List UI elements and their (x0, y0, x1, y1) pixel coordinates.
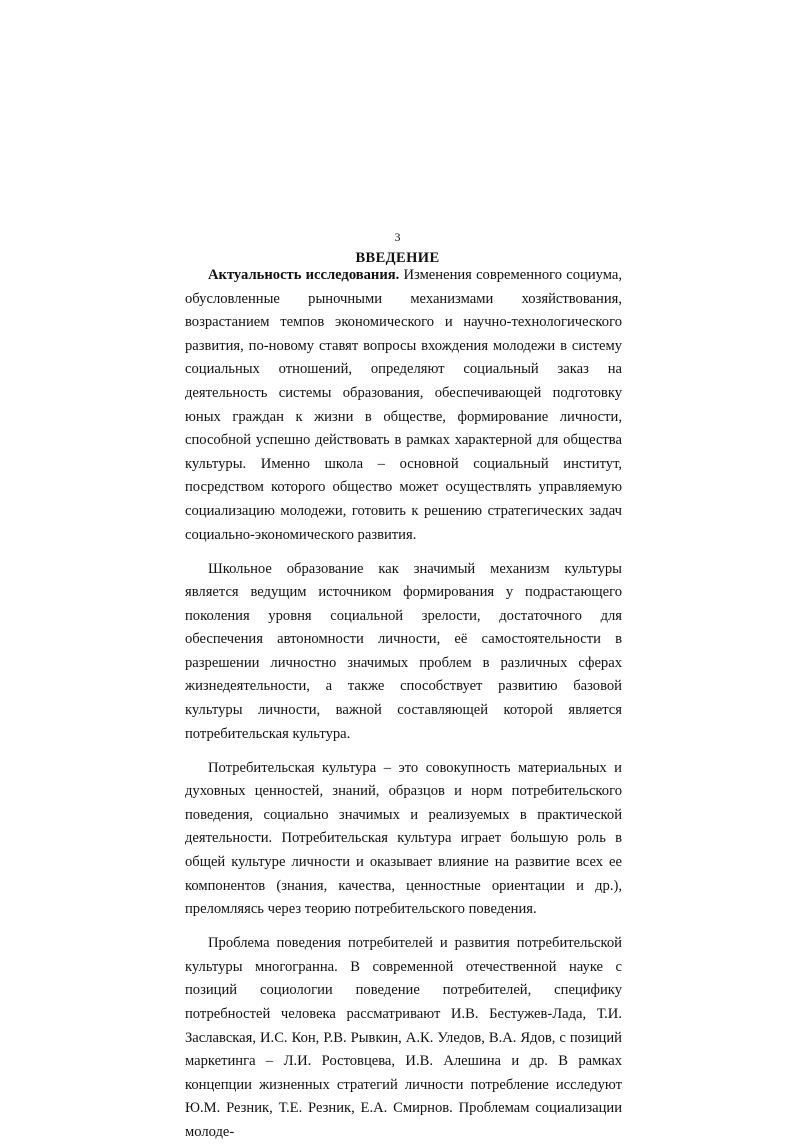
paragraph-school-education: Школьное образование как значимый механизм культуры является ведущим источником формирования у подрастающего поколения уровня социальной зрелости, достаточного для обеспечения автономности личности, её самостоятельности в разрешении личностно значимых проблем в различных сферах жизнедеятельности, а также способствует развитию базовой культуры личности, важной составляющей которой является потребительская культура. (185, 560, 622, 742)
page-number: 3 (394, 230, 401, 244)
document-body (185, 264, 622, 1145)
section-heading: ВВЕДЕНИЕ (355, 250, 440, 266)
paragraph-consumer-behavior: Проблема поведения потребителей и развития потребительской культуры многогранна. В современной отечественной науке с позиций социологии поведение потребителей, специфику потребностей человека рассматривают И.В. Бестужев-Лада, Т.И. Заславская, И.С. Кон, Р.В. Рывкин, А.К. Уледов, В.А. Ядов, с позиций маркетинга – Л.И. Ростовцева, И.В. Алешина и др. В рамках концепции жизненных стратегий личности потребление исследуют Ю.М. Резник, Т.Е. Резник, Е.А. Смирнов. Проблемам социализации молоде- (185, 935, 622, 1140)
paragraph-lead: Актуальность исследования. (208, 267, 400, 283)
paragraph-relevance (185, 264, 622, 547)
paragraph-consumer-culture: Потребительская культура – это совокупность материальных и духовных ценностей, знаний, образцов и норм потребительского поведения, социально значимых и реализуемых в практической деятельности. Потребительская культура играет большую роль в общей культуре личности и оказывает влияние на развитие всех ее компонентов (знания, качества, ценностные ориентации и др.), преломляясь через теорию потребительского поведения. (185, 759, 622, 918)
paragraph-text: Изменения современного социума, обусловленные рыночными механизмами хозяйствования, возрастанием темпов экономического и научно-технологического развития, по-новому ставят вопросы вхождения молодежи в систему социальных отношений, определяют социальный заказ на деятельность системы образования, обеспечивающей подготовку юных граждан к жизни в обществе, формирование личности, способной успешно действовать в рамках характерной для общества культуры. Именно школа – основной социальный институт, посредством которого общество может осуществлять управляемую социализацию молодежи, готовить к решению стратегических задач социально-экономического развития. (185, 267, 622, 543)
